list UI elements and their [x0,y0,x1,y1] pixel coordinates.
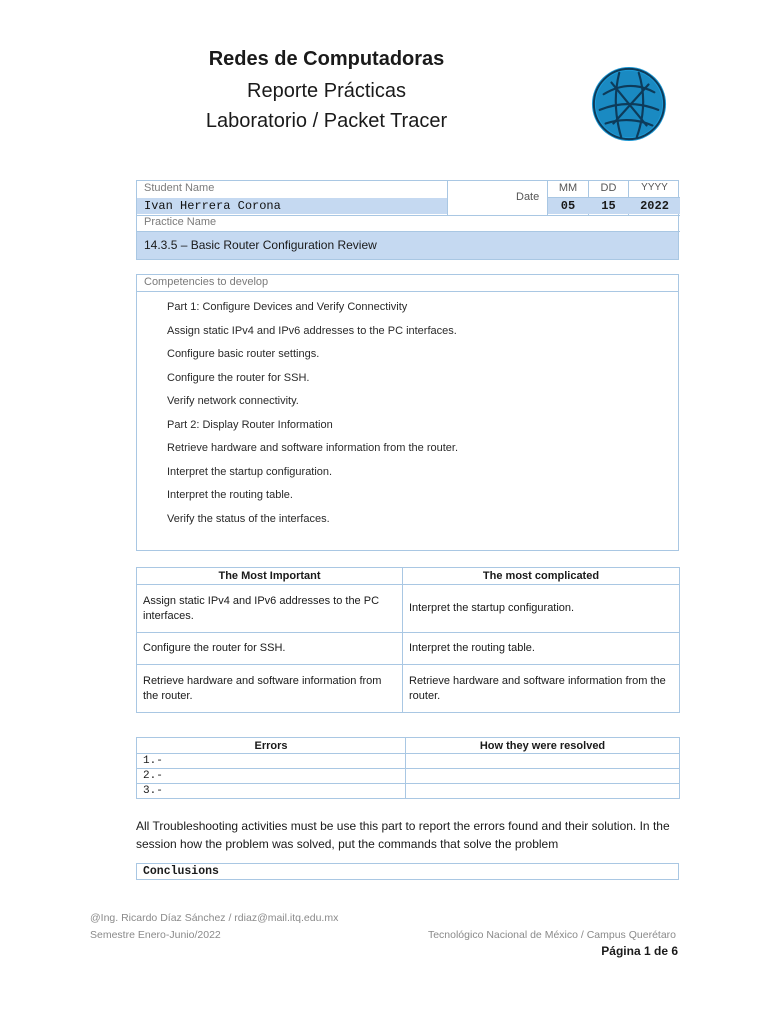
competency-item: Part 1: Configure Devices and Verify Connectivity [167,301,408,313]
resolution-cell [406,784,680,799]
practice-name-value: 14.3.5 – Basic Router Configuration Review [144,238,377,252]
error-row: 2.- [137,769,406,784]
competency-item: Interpret the startup configuration. [167,466,333,478]
competency-item: Retrieve hardware and software information from the router. [167,442,459,454]
table-cell: Configure the router for SSH. [137,633,403,665]
competency-item: Assign static IPv4 and IPv6 addresses to the PC interfaces. [167,325,457,337]
competency-item: Interpret the routing table. [167,489,293,501]
error-row: 3.- [137,784,406,799]
day-value: 15 [601,199,616,213]
competency-item: Verify network connectivity. [167,395,299,407]
competency-item: Configure basic router settings. [167,348,320,360]
resolution-header: How they were resolved [406,738,680,754]
student-name-value: Ivan Herrera Corona [144,199,281,213]
year-value: 2022 [640,199,669,213]
most-important-header: The Most Important [137,568,403,585]
resolution-cell [406,754,680,769]
day-label: DD [600,182,617,194]
document-subtitle-report: Reporte Prácticas [247,80,406,102]
student-name-label: Student Name [144,182,215,194]
errors-header: Errors [137,738,406,754]
troubleshooting-note: All Troubleshooting activities must be use this part to report the errors found and their solution. In the session how the problem was solved, put the commands that solve the problem [136,819,670,851]
table-cell: Retrieve hardware and software information from the router. [403,665,680,713]
competency-item: Verify the status of the interfaces. [167,513,330,525]
date-label: Date [516,191,540,203]
student-info-block [136,180,679,260]
year-label: YYYY [641,182,668,193]
footer-author: @Ing. Ricardo Díaz Sánchez / rdiaz@mail.itq.edu.mx [90,912,339,924]
importance-table [136,567,680,713]
document-subtitle-lab: Laboratorio / Packet Tracer [205,110,448,132]
error-row: 1.- [137,754,406,769]
footer-institution: Tecnológico Nacional de México / Campus Querétaro [427,929,676,941]
table-cell: Interpret the startup configuration. [403,585,680,633]
resolution-cell [406,769,680,784]
most-complicated-header: The most complicated [403,568,680,585]
conclusions-box [136,863,679,880]
practice-name-label: Practice Name [144,216,217,228]
month-value: 05 [560,199,576,213]
competencies-block [136,274,679,551]
competency-item: Part 2: Display Router Information [167,419,333,431]
conclusions-label: Conclusions [143,865,219,878]
competency-item: Configure the router for SSH. [167,372,310,384]
month-label: MM [558,182,578,194]
globe-network-icon [590,65,668,143]
table-cell: Interpret the routing table. [403,633,680,665]
errors-table [136,737,680,799]
competencies-header: Competencies to develop [144,276,269,288]
footer-semester: Semestre Enero-Junio/2022 [90,929,221,941]
table-cell: Assign static IPv4 and IPv6 addresses to the PC interfaces. [137,585,403,633]
document-title: Redes de Computadoras [208,48,445,70]
page-number: Página 1 de 6 [601,944,678,958]
table-cell: Retrieve hardware and software information from the router. [137,665,403,713]
